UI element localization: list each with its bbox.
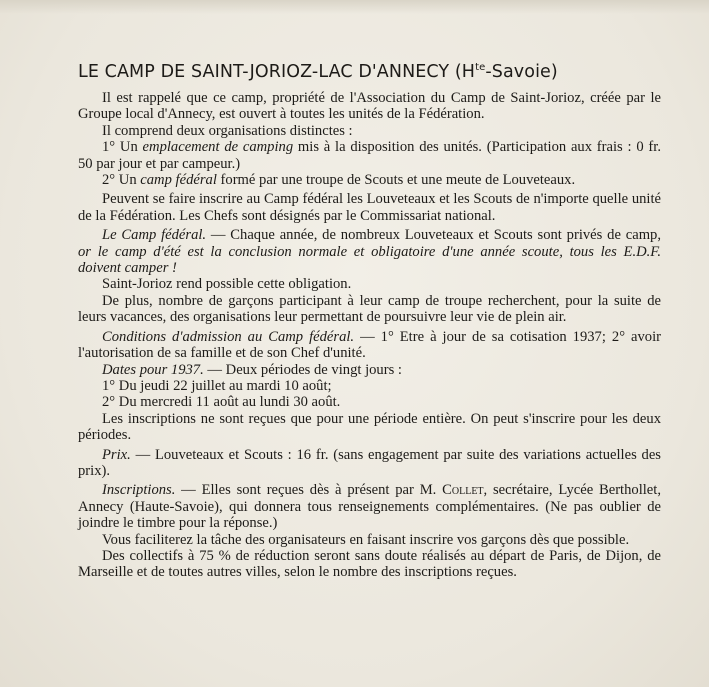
article-body xyxy=(78,90,661,581)
paragraph-plein-air: De plus, nombre de garçons participant à leur camp de troupe recherchent, pour la suite de leurs vacances, des organisations leur permettant de poursuivre leur vie de plein air. xyxy=(78,292,661,326)
paragraph-dates: Dates pour 1937. — Deux périodes de vingt jours : xyxy=(102,361,402,378)
paragraph-conditions: Conditions d'admission au Camp fédéral. — 1° Etre à jour de sa cotisation 1937; 2° avoir l'autorisation de sa famille et de son Chef d'unité. xyxy=(78,328,661,362)
paragraph-camp-federal-section: Le Camp fédéral. — Chaque année, de nombreux Louveteaux et Scouts sont privés de camp, or le camp d'été est la conclusion normale et obligatoire d'une année scoute, tous les E.D.F. doivent camper ! xyxy=(78,227,661,277)
paragraph-period-two: 2° Du mercredi 11 août au lundi 30 août. xyxy=(102,394,341,411)
paragraph-inscription-eligibility: Peuvent se faire inscrire au Camp fédéral les Louveteaux et les Scouts de n'importe quelle unité de la Fédération. Les Chefs sont désignés par le Commissariat national. xyxy=(78,191,661,224)
paragraph-faciliterez: Vous faciliterez la tâche des organisateurs en faisant inscrire vos garçons dès que possible. xyxy=(102,531,630,548)
paragraph-camp-federal: 2° Un camp fédéral formé par une troupe de Scouts et une meute de Louveteaux. xyxy=(102,172,576,189)
paragraph-intro: Il est rappelé que ce camp, propriété de l'Association du Camp de Saint-Jorioz, créée par le Groupe local d'Annecy, est ouvert à toutes les unités de la Fédération. xyxy=(78,90,661,123)
article-title: LE CAMP DE SAINT-JORIOZ-LAC D'ANNECY $(H^{te}-Savoie)$ xyxy=(78,62,558,82)
paragraph-organisations: Il comprend deux organisations distinctes : xyxy=(102,122,353,139)
page-edge-shadow xyxy=(0,0,709,14)
paragraph-collectifs: Des collectifs à 75 % de réduction seront sans doute réalisés au départ de Paris, de Dijon, de Marseille et de toutes autres villes, selon le nombre des inscriptions reçues. xyxy=(78,547,661,581)
paragraph-periods-note: Les inscriptions ne sont reçues que pour une période entière. On peut s'inscrire pour les deux périodes. xyxy=(78,410,661,444)
paragraph-camping: 1° Un emplacement de camping mis à la disposition des unités. (Participation aux frais : 0 fr. 50 par jour et par campeur.) xyxy=(78,139,661,172)
paragraph-prix: Prix. — Louveteaux et Scouts : 16 fr. (sans engagement par suite des variations actuelles des prix). xyxy=(78,446,661,479)
paragraph-period-one: 1° Du jeudi 22 juillet au mardi 10 août; xyxy=(102,377,332,394)
paragraph-inscriptions: Inscriptions. — Elles sont reçues dès à présent par M. Collet, secrétaire, Lycée Berthollet, Annecy (Haute-Savoie), qui donnera tous renseignements complémentaires. (Ne pas oublier de joindre le timbre pour la réponse.) xyxy=(78,482,661,532)
paragraph-obligation: Saint-Jorioz rend possible cette obligation. xyxy=(102,276,352,293)
